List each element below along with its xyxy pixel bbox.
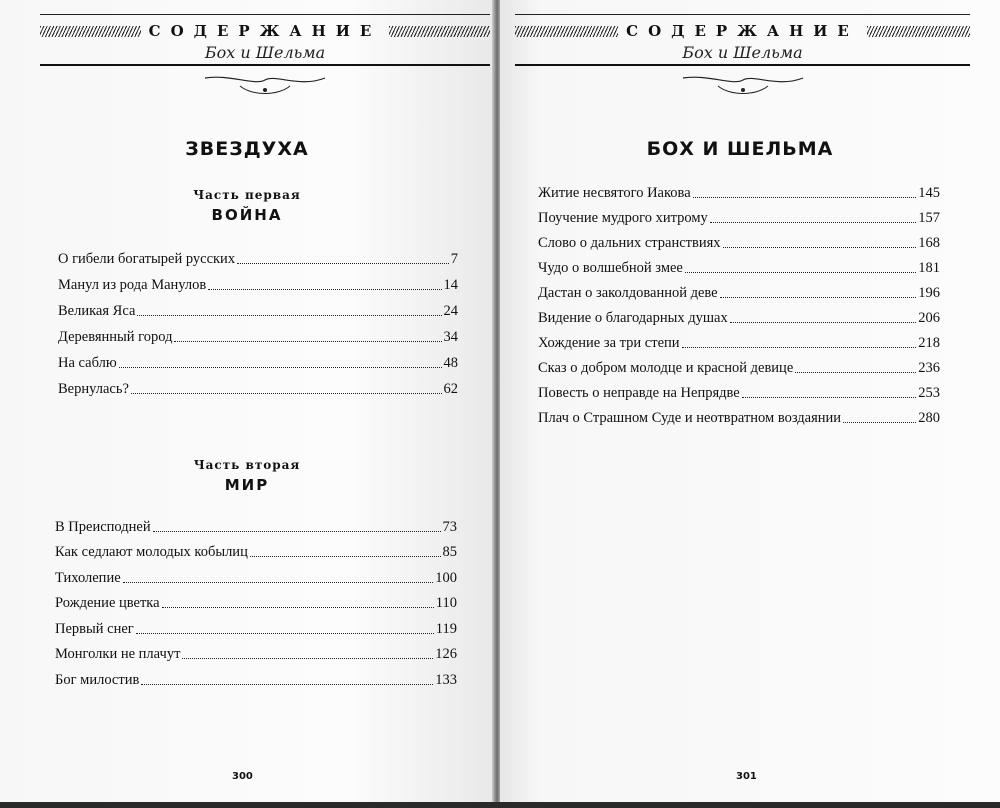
toc-entry-page: 48	[443, 355, 458, 371]
toc-entry[interactable]	[58, 294, 458, 320]
hatch-ornament	[40, 26, 141, 37]
running-header	[515, 14, 970, 94]
part-label: Часть первая	[193, 188, 301, 202]
toc-entry-title: Тихолепие	[55, 569, 121, 586]
toc-entry[interactable]	[538, 302, 940, 327]
dot-leader	[174, 341, 441, 342]
header-bottom-rule	[40, 64, 490, 66]
toc-entry-title: Чудо о волшебной змее	[538, 260, 683, 276]
toc-entry-title: Повесть о неправде на Непрядве	[538, 385, 740, 401]
toc-entry-page: 181	[918, 260, 940, 276]
header-subtitle: Бох и Шельма	[204, 43, 326, 62]
header-band	[40, 22, 490, 40]
page-number: 300	[232, 771, 253, 782]
toc-entry[interactable]	[55, 638, 457, 664]
toc-entry[interactable]	[55, 561, 457, 587]
toc-entry[interactable]	[538, 227, 940, 252]
header-subtitle-row	[515, 42, 970, 64]
toc-entry[interactable]	[538, 327, 940, 352]
hatch-ornament	[389, 26, 490, 37]
dot-leader	[685, 272, 916, 273]
toc-entry-page: 34	[443, 329, 458, 345]
dot-leader	[141, 684, 433, 685]
toc-entry[interactable]	[538, 377, 940, 402]
toc-entry-page: 24	[443, 303, 458, 319]
toc-entry-title: Монголки не плачут	[55, 646, 181, 662]
dot-leader	[742, 397, 917, 398]
scan-edge-shadow	[0, 802, 1000, 808]
toc-entry-title: Поучение мудрого хитрому	[538, 210, 708, 226]
toc-entry-title: На саблю	[58, 355, 117, 371]
toc-entry-page: 253	[918, 385, 940, 401]
toc-entry-title: Плач о Страшном Суде и неотвратном воздаянии	[538, 410, 842, 426]
toc-entry[interactable]	[538, 352, 940, 377]
toc-entry-page: 236	[918, 360, 940, 376]
dot-leader	[237, 263, 449, 264]
toc-entry[interactable]	[55, 663, 457, 689]
flourish-icon	[678, 72, 808, 98]
dot-leader	[123, 582, 434, 583]
toc-entry-page: 119	[435, 620, 457, 637]
dot-leader	[208, 289, 441, 290]
dot-leader	[153, 531, 441, 532]
toc-entry-page: 218	[918, 335, 940, 351]
dot-leader	[137, 315, 441, 316]
dot-leader	[682, 347, 917, 348]
section-title: БОХ И ШЕЛЬМА	[646, 138, 834, 160]
toc-entry-page: 133	[435, 671, 457, 688]
dot-leader	[720, 297, 917, 298]
toc-entry[interactable]	[58, 320, 458, 346]
dot-leader	[162, 607, 434, 608]
dot-leader	[730, 322, 917, 323]
dot-leader	[119, 367, 442, 368]
header-top-rule	[40, 14, 490, 15]
dot-leader	[843, 422, 916, 423]
toc-entry-page: 7	[450, 251, 458, 267]
toc-entry[interactable]	[538, 177, 940, 202]
toc-entry-page: 206	[918, 310, 940, 326]
toc-entry-page: 62	[443, 381, 458, 397]
toc-entry[interactable]	[55, 536, 457, 562]
toc-entry-page: 85	[442, 544, 457, 560]
part-name: МИР	[224, 476, 270, 494]
header-subtitle: Бох и Шельма	[682, 43, 803, 62]
dot-leader	[693, 197, 917, 198]
toc-entry[interactable]	[58, 242, 458, 268]
toc-entry-page: 14	[443, 277, 458, 293]
toc-entry-title: Сказ о добром молодце и красной девице	[538, 360, 794, 376]
header-band	[515, 22, 970, 40]
dot-leader	[136, 633, 434, 634]
toc-list-part-1	[58, 242, 458, 398]
dot-leader	[131, 393, 442, 394]
dot-leader	[250, 556, 441, 557]
part-name: ВОЙНА	[211, 206, 283, 224]
toc-entry-title: Первый снег	[55, 620, 134, 637]
flourish-icon	[200, 72, 330, 98]
toc-entry[interactable]	[55, 612, 457, 638]
hatch-ornament	[515, 26, 618, 37]
section-title: ЗВЕЗДУХА	[185, 138, 309, 160]
toc-entry[interactable]	[538, 252, 940, 277]
toc-entry-page: 196	[918, 285, 940, 301]
left-page	[0, 0, 494, 808]
header-bottom-rule	[515, 64, 970, 66]
toc-entry-title: Как седлают молодых кобылиц	[55, 544, 248, 560]
toc-entry[interactable]	[58, 372, 458, 398]
toc-entry-title: Видение о благодарных душах	[538, 310, 728, 326]
toc-entry-title: О гибели богатырей русских	[58, 251, 236, 267]
toc-entry-title: Манул из рода Манулов	[58, 277, 207, 293]
header-title: СОДЕРЖАНИЕ	[148, 22, 382, 40]
header-title: СОДЕРЖАНИЕ	[626, 22, 859, 40]
toc-entry-page: 157	[918, 210, 940, 226]
toc-entry-title: Житие несвятого Иакова	[538, 185, 691, 201]
toc-list-part-2	[55, 510, 457, 689]
toc-entry-title: Хождение за три степи	[538, 335, 680, 351]
toc-entry-title: В Преисподней	[55, 518, 151, 535]
toc-entry-page: 145	[918, 185, 940, 201]
toc-entry[interactable]	[58, 346, 458, 372]
part-label: Часть вторая	[193, 458, 301, 472]
toc-entry[interactable]	[55, 587, 457, 613]
dot-leader	[723, 247, 917, 248]
header-subtitle-row	[40, 42, 490, 64]
toc-entry-page: 168	[918, 235, 940, 251]
toc-entry[interactable]	[538, 402, 940, 427]
toc-entry[interactable]	[58, 268, 458, 294]
toc-entry-title: Великая Яса	[58, 303, 136, 319]
toc-entry-page: 110	[435, 595, 457, 611]
page-number: 301	[736, 771, 757, 782]
toc-entry[interactable]	[538, 277, 940, 302]
toc-entry-title: Рождение цветка	[55, 595, 160, 611]
dot-leader	[795, 372, 916, 373]
header-top-rule	[515, 14, 970, 15]
toc-entry-page: 100	[435, 569, 457, 586]
toc-entry-title: Деревянный город	[58, 329, 173, 345]
toc-entry[interactable]	[538, 202, 940, 227]
toc-entry-page: 73	[442, 518, 457, 535]
toc-entry-title: Вернулась?	[58, 381, 129, 397]
hatch-ornament	[867, 26, 970, 37]
toc-entry-page: 126	[435, 646, 457, 662]
toc-entry-title: Бог милостив	[55, 671, 140, 688]
toc-entry-title: Дастан о заколдованной деве	[538, 285, 718, 301]
toc-entry-title: Слово о дальних странствиях	[538, 235, 721, 251]
toc-list	[538, 177, 940, 427]
toc-entry[interactable]	[55, 510, 457, 536]
running-header	[40, 14, 490, 94]
right-page	[500, 0, 1000, 808]
dot-leader	[182, 658, 433, 659]
toc-entry-page: 280	[918, 410, 940, 426]
dot-leader	[710, 222, 916, 223]
